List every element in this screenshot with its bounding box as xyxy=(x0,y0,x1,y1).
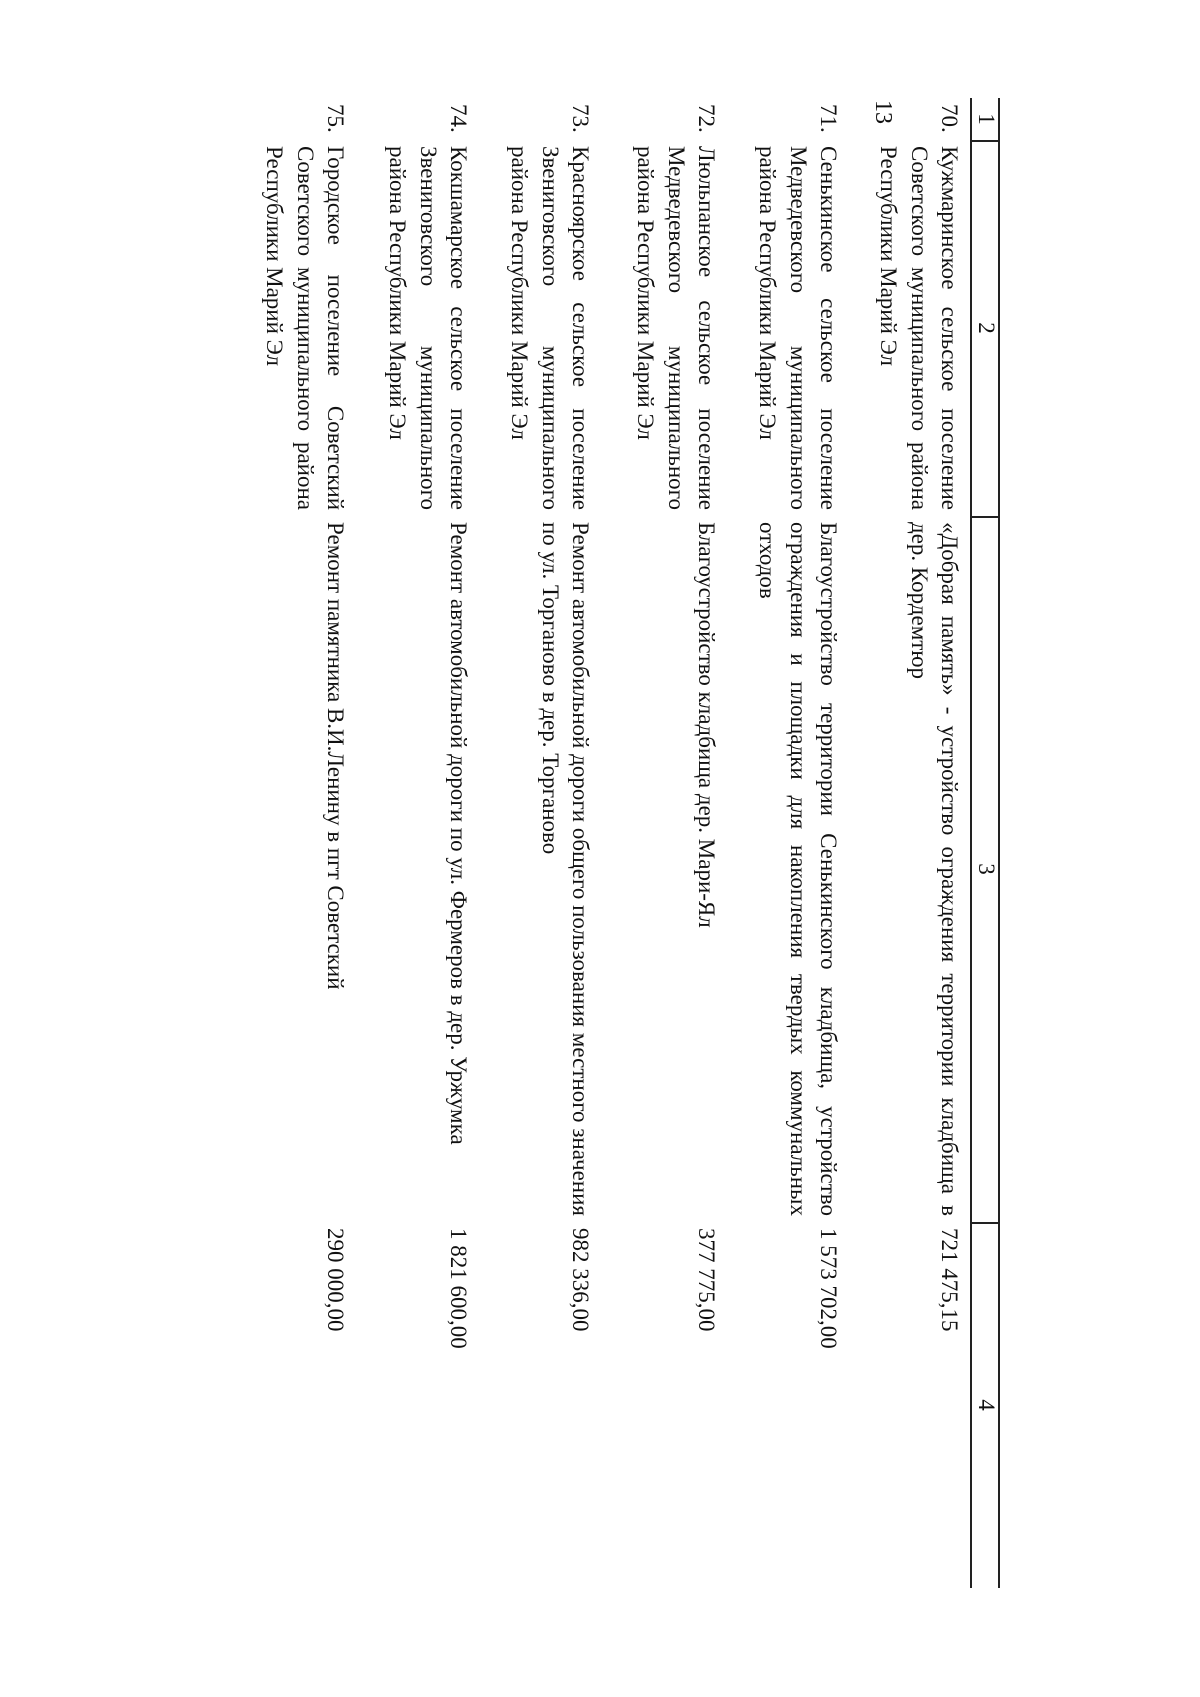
municipality-cell: Городское поселение Советский Советского муниципального района Республики Марий Эл xyxy=(262,146,348,510)
municipality-cell: Люльпанское сельское поселение Медведевского муниципального района Республики Марий Эл xyxy=(633,146,719,510)
row-number: 75. xyxy=(323,104,348,133)
amount-cell: 982 336,00 xyxy=(568,1228,593,1332)
row-number: 74. xyxy=(446,104,471,133)
project-cell: «Добрая память» - устройство ограждения территории кладбища в дер. Кордемтюр xyxy=(906,522,962,1216)
project-cell: Ремонт автомобильной дороги по ул. Фермеров в дер. Уржумка xyxy=(446,522,471,1145)
amount-cell: 290 000,00 xyxy=(323,1228,348,1332)
header-col-2: 2 xyxy=(974,322,999,334)
row-number: 70. xyxy=(937,104,962,133)
table-rotation-wrapper xyxy=(230,98,1000,1588)
page-number: 13 xyxy=(870,100,896,124)
header-col-3: 3 xyxy=(974,863,999,875)
project-cell: Благоустройство кладбища дер. Мари-Ял xyxy=(694,522,719,928)
project-cell: Ремонт автомобильной дороги общего пользования местного значения по ул. Торганово в дер. Торганово xyxy=(537,522,593,1216)
row-number: 71. xyxy=(816,104,841,133)
amount-cell: 377 775,00 xyxy=(694,1228,719,1332)
municipality-cell: Кужмаринское сельское поселение Советского муниципального района Республики Марий Эл xyxy=(876,146,962,510)
municipality-cell: Красноярское сельское поселение Звениговского муниципального района Республики Марий Эл xyxy=(507,146,593,510)
funding-table xyxy=(230,98,1000,1588)
amount-cell: 1 573 702,00 xyxy=(816,1228,841,1349)
row-number: 73. xyxy=(568,104,593,133)
amount-cell: 1 821 600,00 xyxy=(446,1228,471,1349)
project-cell: Благоустройство территории Сенькинского кладбища, устройство ограждения и площадки для накопления твердых коммунальных отходов xyxy=(755,522,841,1216)
header-col-1: 1 xyxy=(974,113,999,125)
project-cell: Ремонт памятника В.И.Ленину в пгт Советский xyxy=(323,522,348,990)
row-number: 72. xyxy=(694,104,719,133)
municipality-cell: Сенькинское сельское поселение Медведевского муниципального района Республики Марий Эл xyxy=(755,146,841,510)
municipality-cell: Кокшамарское сельское поселение Звениговского муниципального района Республики Марий Эл xyxy=(385,146,471,510)
header-col-4: 4 xyxy=(974,1399,999,1411)
amount-cell: 721 475,15 xyxy=(937,1228,962,1332)
